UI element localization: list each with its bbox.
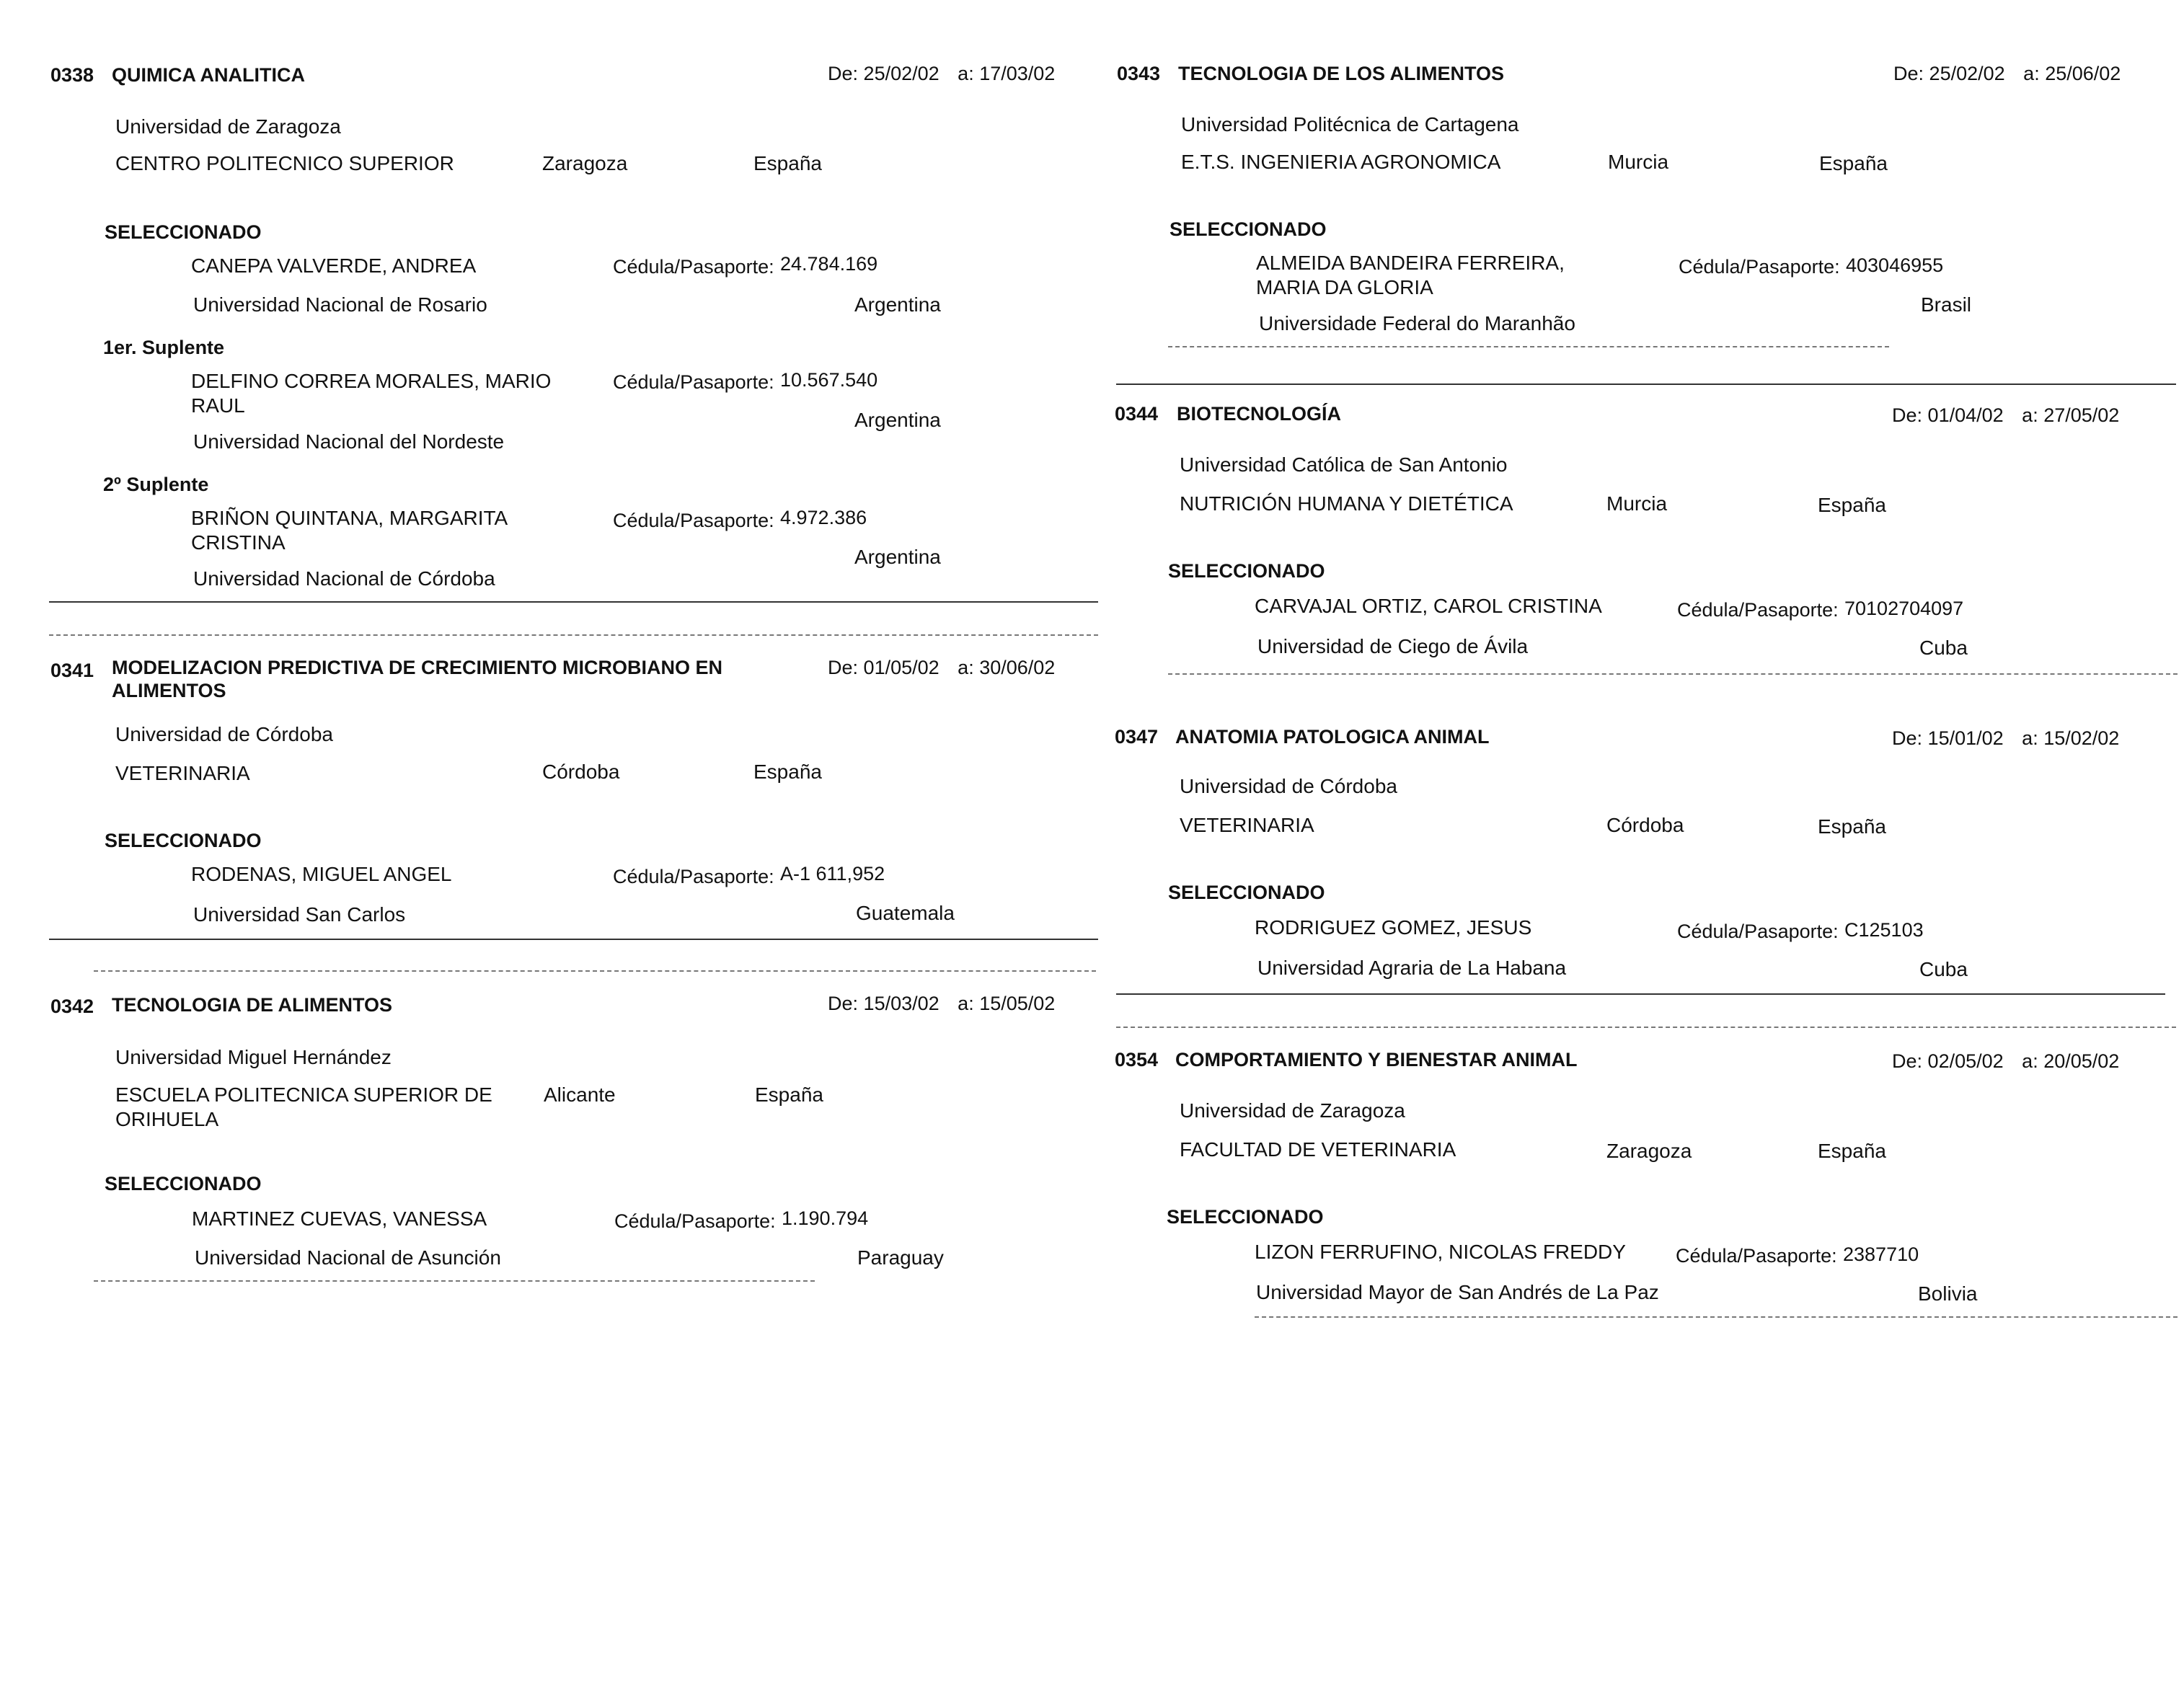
person-university: Universidade Federal do Maranhão — [1259, 312, 1575, 334]
date-from-label: De: — [1892, 404, 1923, 426]
id-label: Cédula/Pasaporte: — [613, 866, 774, 887]
course-dates — [1892, 727, 2119, 750]
role-label: 1er. Suplente — [103, 337, 225, 358]
date-to: 30/06/02 — [979, 657, 1056, 678]
section-divider — [49, 601, 1098, 603]
course-dates — [1893, 62, 2121, 85]
id-value: A-1 611,952 — [780, 863, 885, 885]
person-university: Universidad Nacional de Rosario — [193, 293, 487, 316]
section-divider — [1255, 1316, 2178, 1318]
person-country: Paraguay — [857, 1246, 944, 1269]
course-title: TECNOLOGIA DE LOS ALIMENTOS — [1178, 63, 1505, 84]
date-to-label: a: — [958, 63, 974, 84]
id-value: 1.190.794 — [782, 1207, 869, 1229]
course-title: ANATOMIA PATOLOGICA ANIMAL — [1175, 726, 1490, 748]
date-to-label: a: — [958, 993, 974, 1014]
host-country: España — [755, 1083, 823, 1106]
person-name: ALMEIDA BANDEIRA FERREIRA, MARIA DA GLORIA — [1256, 252, 1565, 298]
id-label: Cédula/Pasaporte: — [1677, 921, 1839, 942]
host-country: España — [1818, 494, 1886, 516]
host-city: Murcia — [1606, 492, 1668, 515]
host-center: VETERINARIA — [115, 762, 250, 784]
course-code: 0344 — [1115, 403, 1159, 425]
date-from: 01/05/02 — [863, 657, 940, 678]
course-dates — [828, 62, 1055, 85]
role-label: SELECCIONADO — [1168, 882, 1325, 903]
person-country: Argentina — [854, 546, 941, 568]
person-country: Guatemala — [856, 902, 955, 924]
person-name: RODENAS, MIGUEL ANGEL — [191, 863, 452, 885]
host-center: NUTRICIÓN HUMANA Y DIETÉTICA — [1180, 492, 1513, 515]
date-from-label: De: — [828, 993, 859, 1014]
person-name: CANEPA VALVERDE, ANDREA — [191, 254, 477, 277]
course-title: COMPORTAMIENTO Y BIENESTAR ANIMAL — [1175, 1049, 1578, 1070]
section-divider — [1168, 673, 2178, 675]
host-country: España — [753, 761, 822, 783]
date-to: 27/05/02 — [2043, 404, 2120, 426]
course-dates — [1892, 404, 2119, 427]
course-title: MODELIZACION PREDICTIVA DE CRECIMIENTO MICROBIANO EN ALIMENTOS — [112, 657, 723, 702]
id-label: Cédula/Pasaporte: — [613, 371, 774, 393]
role-label: SELECCIONADO — [105, 1173, 262, 1194]
id-label: Cédula/Pasaporte: — [613, 256, 774, 278]
date-to-label: a: — [2023, 63, 2040, 84]
person-university: Universidad Nacional del Nordeste — [193, 430, 505, 453]
date-to-label: a: — [2022, 404, 2038, 426]
person-name: CARVAJAL ORTIZ, CAROL CRISTINA — [1255, 595, 1602, 617]
course-title: BIOTECNOLOGÍA — [1177, 403, 1341, 425]
role-label: SELECCIONADO — [1168, 560, 1325, 582]
person-university: Universidad Nacional de Córdoba — [193, 567, 495, 590]
date-to-label: a: — [2022, 1050, 2038, 1072]
course-code: 0342 — [50, 996, 94, 1017]
course-code: 0347 — [1115, 726, 1159, 748]
date-to: 25/06/02 — [2045, 63, 2121, 84]
id-value: 2387710 — [1843, 1244, 1919, 1265]
host-country: España — [1818, 1140, 1886, 1162]
role-label: SELECCIONADO — [105, 830, 262, 851]
host-country: España — [1819, 152, 1888, 174]
host-university: Universidad de Zaragoza — [115, 115, 341, 138]
date-from-label: De: — [1893, 63, 1924, 84]
id-label: Cédula/Pasaporte: — [614, 1210, 776, 1232]
host-university: Universidad Politécnica de Cartagena — [1181, 113, 1519, 136]
host-country: España — [753, 152, 822, 174]
host-center: FACULTAD DE VETERINARIA — [1180, 1138, 1456, 1161]
section-divider — [49, 634, 1098, 636]
date-from-label: De: — [828, 63, 859, 84]
course-code: 0354 — [1115, 1049, 1159, 1070]
course-code: 0341 — [50, 660, 94, 681]
date-to-label: a: — [958, 657, 974, 678]
person-country: Argentina — [854, 409, 941, 431]
id-label: Cédula/Pasaporte: — [1677, 599, 1839, 621]
host-university: Universidad de Zaragoza — [1180, 1099, 1405, 1122]
person-name: DELFINO CORREA MORALES, MARIO RAUL — [191, 370, 552, 417]
host-university: Universidad de Córdoba — [1180, 775, 1397, 797]
date-to: 20/05/02 — [2043, 1050, 2120, 1072]
date-from: 01/04/02 — [1927, 404, 2004, 426]
date-to-label: a: — [2022, 727, 2038, 749]
date-to: 17/03/02 — [979, 63, 1056, 84]
person-country: Cuba — [1919, 637, 1968, 659]
id-value: C125103 — [1844, 919, 1924, 941]
date-from: 15/03/02 — [863, 993, 940, 1014]
host-city: Murcia — [1608, 151, 1669, 173]
id-value: 70102704097 — [1844, 598, 1964, 619]
host-university: Universidad de Córdoba — [115, 723, 333, 745]
host-center: E.T.S. INGENIERIA AGRONOMICA — [1181, 151, 1501, 173]
person-name: RODRIGUEZ GOMEZ, JESUS — [1255, 916, 1532, 939]
host-center: ESCUELA POLITECNICA SUPERIOR DE ORIHUELA — [115, 1083, 492, 1130]
id-label: Cédula/Pasaporte: — [1679, 256, 1840, 278]
person-university: Universidad San Carlos — [193, 903, 406, 926]
person-country: Bolivia — [1918, 1282, 1978, 1305]
host-city: Córdoba — [1606, 814, 1684, 836]
course-dates — [828, 656, 1055, 679]
section-divider — [1116, 1027, 2176, 1028]
host-country: España — [1818, 815, 1886, 838]
role-label: SELECCIONADO — [1167, 1206, 1324, 1228]
person-country: Argentina — [854, 293, 941, 316]
host-center: CENTRO POLITECNICO SUPERIOR — [115, 152, 454, 174]
date-from-label: De: — [828, 657, 859, 678]
host-city: Alicante — [544, 1083, 616, 1106]
date-from: 25/02/02 — [1929, 63, 2005, 84]
section-divider — [94, 1280, 815, 1282]
date-from: 02/05/02 — [1927, 1050, 2004, 1072]
id-label: Cédula/Pasaporte: — [613, 510, 774, 531]
host-city: Zaragoza — [1606, 1140, 1692, 1162]
id-value: 4.972.386 — [780, 507, 867, 528]
person-country: Cuba — [1919, 958, 1968, 980]
date-from: 15/01/02 — [1927, 727, 2004, 749]
course-code: 0338 — [50, 64, 94, 86]
person-university: Universidad Mayor de San Andrés de La Paz — [1256, 1281, 1659, 1303]
course-title: QUIMICA ANALITICA — [112, 64, 305, 86]
course-code: 0343 — [1117, 63, 1161, 84]
role-label: SELECCIONADO — [1170, 218, 1327, 240]
role-label: 2º Suplente — [103, 474, 209, 495]
person-university: Universidad Agraria de La Habana — [1257, 957, 1567, 979]
person-country: Brasil — [1921, 293, 1972, 316]
section-divider — [1116, 993, 2165, 995]
host-university: Universidad Miguel Hernández — [115, 1046, 392, 1068]
date-to: 15/05/02 — [979, 993, 1056, 1014]
host-city: Zaragoza — [542, 152, 628, 174]
id-value: 10.567.540 — [780, 369, 878, 391]
person-university: Universidad de Ciego de Ávila — [1257, 635, 1529, 657]
person-name: BRIÑON QUINTANA, MARGARITA CRISTINA — [191, 507, 507, 554]
course-dates — [1892, 1050, 2119, 1073]
person-name: LIZON FERRUFINO, NICOLAS FREDDY — [1255, 1241, 1626, 1263]
person-name: MARTINEZ CUEVAS, VANESSA — [192, 1207, 487, 1230]
id-label: Cédula/Pasaporte: — [1676, 1245, 1837, 1267]
host-city: Córdoba — [542, 761, 620, 783]
role-label: SELECCIONADO — [105, 221, 262, 243]
host-center: VETERINARIA — [1180, 814, 1314, 836]
course-title: TECNOLOGIA DE ALIMENTOS — [112, 994, 393, 1016]
section-divider — [49, 939, 1098, 940]
date-to: 15/02/02 — [2043, 727, 2120, 749]
date-from-label: De: — [1892, 727, 1923, 749]
date-from: 25/02/02 — [863, 63, 940, 84]
id-value: 403046955 — [1846, 254, 1944, 276]
date-from-label: De: — [1892, 1050, 1923, 1072]
section-divider — [1116, 384, 2176, 385]
section-divider — [1168, 346, 1889, 347]
person-university: Universidad Nacional de Asunción — [195, 1246, 501, 1269]
section-divider — [94, 970, 1096, 972]
host-university: Universidad Católica de San Antonio — [1180, 453, 1508, 476]
id-value: 24.784.169 — [780, 253, 878, 275]
course-dates — [828, 992, 1055, 1015]
